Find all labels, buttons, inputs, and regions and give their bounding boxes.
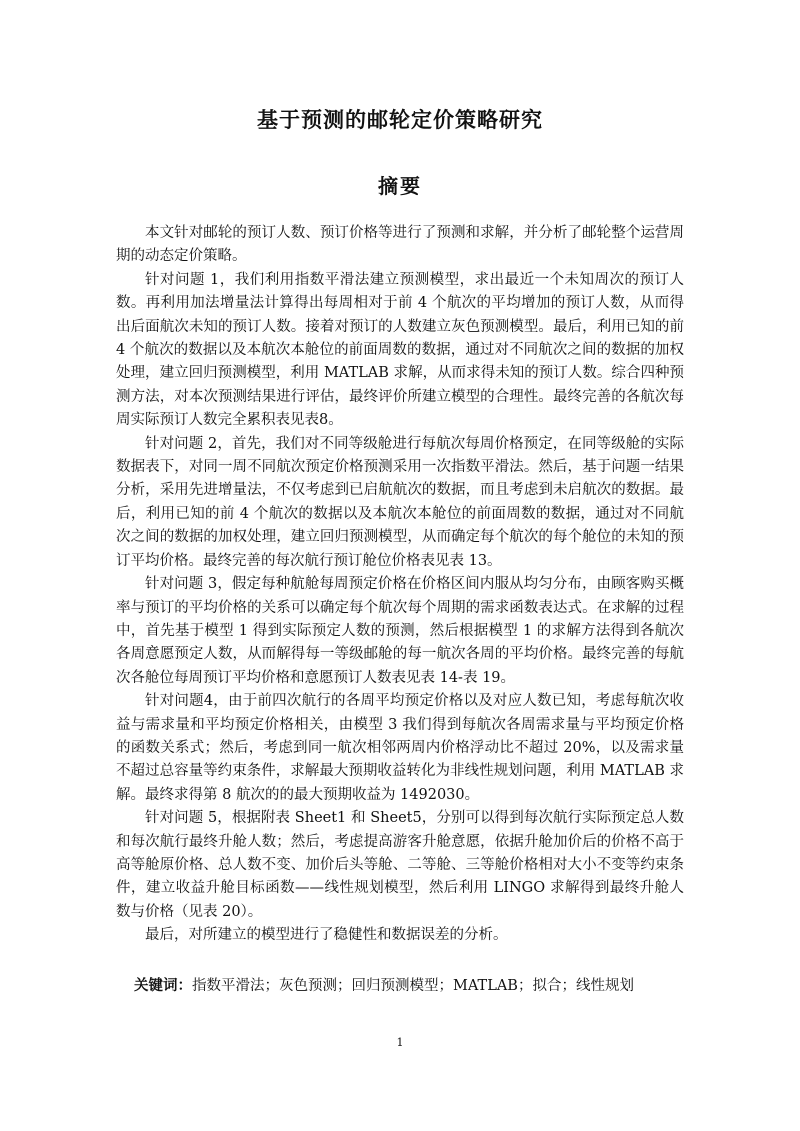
document-title: 基于预测的邮轮定价策略研究: [257, 108, 543, 132]
abstract-paragraph-problem-1: 针对问题 1，我们利用指数平滑法建立预测模型，求出最近一个未知周次的预订人数。再利用加法增量法计算得出每周相对于前 4 个航次的平均增加的预订人数，从而得出后面航次未知的预订人数。接着对预订的人数建立灰色预测模型。最后，利用已知的前 4 个航次的数据以及本航次本舱位的前面周数的数据，通过对不同航次之间的数据的加权处理，建立回归预测模型，利用 MATLAB 求解，从而求得未知的预订人数。综合四种预测方法，对本次预测结果进行评估，最终评价所建立模型的合理性。最终完善的各航次每周实际预订人数完全累积表见表8。: [116, 271, 684, 429]
abstract-paragraph-problem-5: 针对问题 5，根据附表 Sheet1 和 Sheet5，分别可以得到每次航行实际预定总人数和每次航行最终升舱人数；然后，考虑提高游客升舱意愿，依据升舱加价后的价格不高于高等舱原价格、总人数不变、加价后头等舱、二等舱、三等舱价格相对大小不变等约束条件，建立收益升舱目标函数——线性规划模型，然后利用 LINGO 求解得到最终升舱人数与价格（见表 20）。: [116, 810, 684, 920]
abstract-paragraph-intro: 本文针对邮轮的预订人数、预订价格等进行了预测和求解，并分析了邮轮整个运营周期的动态定价策略。: [116, 225, 684, 265]
abstract-paragraph-problem-4: 针对问题4，由于前四次航行的各周平均预定价格以及对应人数已知，考虑每航次收益与需求量和平均预定价格相关，由模型 3 我们得到每航次各周需求量与平均预定价格的函数关系式；然后，考虑到同一航次相邻两周内价格浮动比不超过 20%，以及需求量不超过总容量等约束条件，求解最大预期收益转化为非线性规划问题，利用 MATLAB 求解。最终求得第 8 航次的的最大预期收益为 1492030。: [116, 693, 684, 803]
page-number: 1: [396, 1036, 404, 1049]
abstract-paragraph-problem-3: 针对问题 3，假定每种航舱每周预定价格在价格区间内服从均匀分布，由顾客购买概率与预订的平均价格的关系可以确定每个航次每个周期的需求函数表达式。在求解的过程中，首先基于模型 1 得到实际预定人数的预测，然后根据模型 1 的求解方法得到各航次各周意愿预定人数，从而解得每一等级邮舱的每一航次各周的平均价格。最终完善的每航次各舱位每周预订平均价格和意愿预订人数表见表 14-表 19。: [116, 576, 684, 686]
abstract-heading: 摘要: [378, 174, 422, 198]
abstract-body: [116, 222, 684, 948]
keywords-line: [134, 975, 694, 997]
keywords-text: 指数平滑法；灰色预测；回归预测模型；MATLAB；拟合；线性规划: [192, 978, 634, 994]
keywords-label: 关键词：: [134, 978, 192, 994]
abstract-paragraph-conclusion: 最后，对所建立的模型进行了稳健性和数据误差的分析。: [145, 927, 508, 944]
abstract-paragraph-problem-2: 针对问题 2，首先，我们对不同等级舱进行每航次每周价格预定，在同等级舱的实际数据表下，对同一周不同航次预定价格预测采用一次指数平滑法。然后，基于问题一结果分析，采用先进增量法，不仅考虑到已启航航次的数据，而且考虑到未启航次的数据。最后，利用已知的前 4 个航次的数据以及本航次本舱位的前面周数的数据，通过对不同航次之间的数据的加权处理，建立回归预测模型，从而确定每个航次的每个舱位的未知的预订平均价格。最终完善的每次航行预订舱位价格表见表 13。: [116, 435, 684, 569]
